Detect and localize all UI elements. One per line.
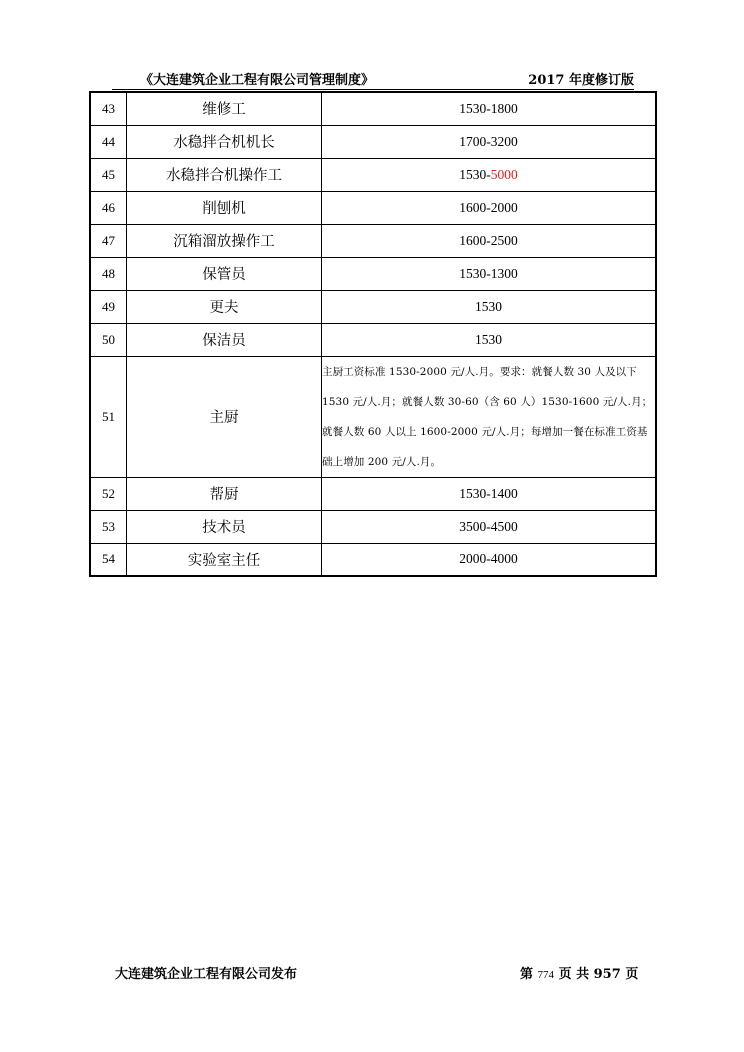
- salary-range: 3500-4500: [322, 510, 657, 543]
- position-name: 沉箱溜放操作工: [127, 224, 322, 257]
- salary-range-start: 1530-: [459, 166, 491, 182]
- position-name: 更夫: [127, 290, 322, 323]
- row-number: 49: [90, 290, 127, 323]
- table-row: [90, 92, 656, 125]
- page-middle: 页 共: [558, 967, 590, 982]
- table-row: [90, 191, 656, 224]
- page-header: [112, 66, 634, 88]
- salary-table: [89, 91, 657, 577]
- table-row: [90, 224, 656, 257]
- row-number: 48: [90, 257, 127, 290]
- position-name: 帮厨: [127, 477, 322, 510]
- table-row: [90, 125, 656, 158]
- row-number: 43: [90, 92, 127, 125]
- row-number: 53: [90, 510, 127, 543]
- table-row: [90, 158, 656, 191]
- row-number: 50: [90, 323, 127, 356]
- position-name: 水稳拌合机操作工: [127, 158, 322, 191]
- page-suffix: 页: [625, 967, 639, 982]
- salary-range: [322, 158, 657, 191]
- position-name: 削刨机: [127, 191, 322, 224]
- row-number: 51: [90, 356, 127, 477]
- table-row: [90, 356, 656, 477]
- salary-range: 1530-1800: [322, 92, 657, 125]
- salary-range: 1700-3200: [322, 125, 657, 158]
- page-current: 774: [537, 969, 555, 981]
- edition-label: 2017 年度修订版: [528, 73, 634, 88]
- position-name: 主厨: [127, 356, 322, 477]
- row-number: 45: [90, 158, 127, 191]
- position-name: 维修工: [127, 92, 322, 125]
- row-number: 52: [90, 477, 127, 510]
- position-name: 保洁员: [127, 323, 322, 356]
- page-total: 957: [593, 967, 621, 982]
- page-prefix: 第: [520, 967, 534, 982]
- salary-range: 1600-2000: [322, 191, 657, 224]
- salary-range: 1600-2500: [322, 224, 657, 257]
- table-row: [90, 323, 656, 356]
- position-name: 保管员: [127, 257, 322, 290]
- row-number: 54: [90, 543, 127, 576]
- salary-note: 主厨工资标准 1530-2000 元/人.月。要求：就餐人数 30 人及以下 1530 元/人.月；就餐人数 30-60（含 60 人）1530-1600 元/人.月；就餐人数 60 人以上 1600-2000 元/人.月；每增加一餐在标准工资基础上增加 200 元/人.月。: [322, 356, 657, 477]
- row-number: 44: [90, 125, 127, 158]
- salary-highlight: 5000: [490, 166, 518, 182]
- table-row: [90, 510, 656, 543]
- table-row: [90, 477, 656, 510]
- page-number: [520, 963, 638, 982]
- row-number: 46: [90, 191, 127, 224]
- header-divider: [112, 89, 634, 90]
- publisher-footer: 大连建筑企业工程有限公司发布: [115, 967, 298, 982]
- table-row: [90, 543, 656, 576]
- salary-range: 1530: [322, 290, 657, 323]
- position-name: 实验室主任: [127, 543, 322, 576]
- salary-range: 2000-4000: [322, 543, 657, 576]
- salary-range: 1530-1300: [322, 257, 657, 290]
- table-row: [90, 290, 656, 323]
- position-name: 水稳拌合机机长: [127, 125, 322, 158]
- salary-range: 1530-1400: [322, 477, 657, 510]
- salary-range: 1530: [322, 323, 657, 356]
- row-number: 47: [90, 224, 127, 257]
- document-title: 《大连建筑企业工程有限公司管理制度》: [140, 73, 375, 88]
- table-row: [90, 257, 656, 290]
- position-name: 技术员: [127, 510, 322, 543]
